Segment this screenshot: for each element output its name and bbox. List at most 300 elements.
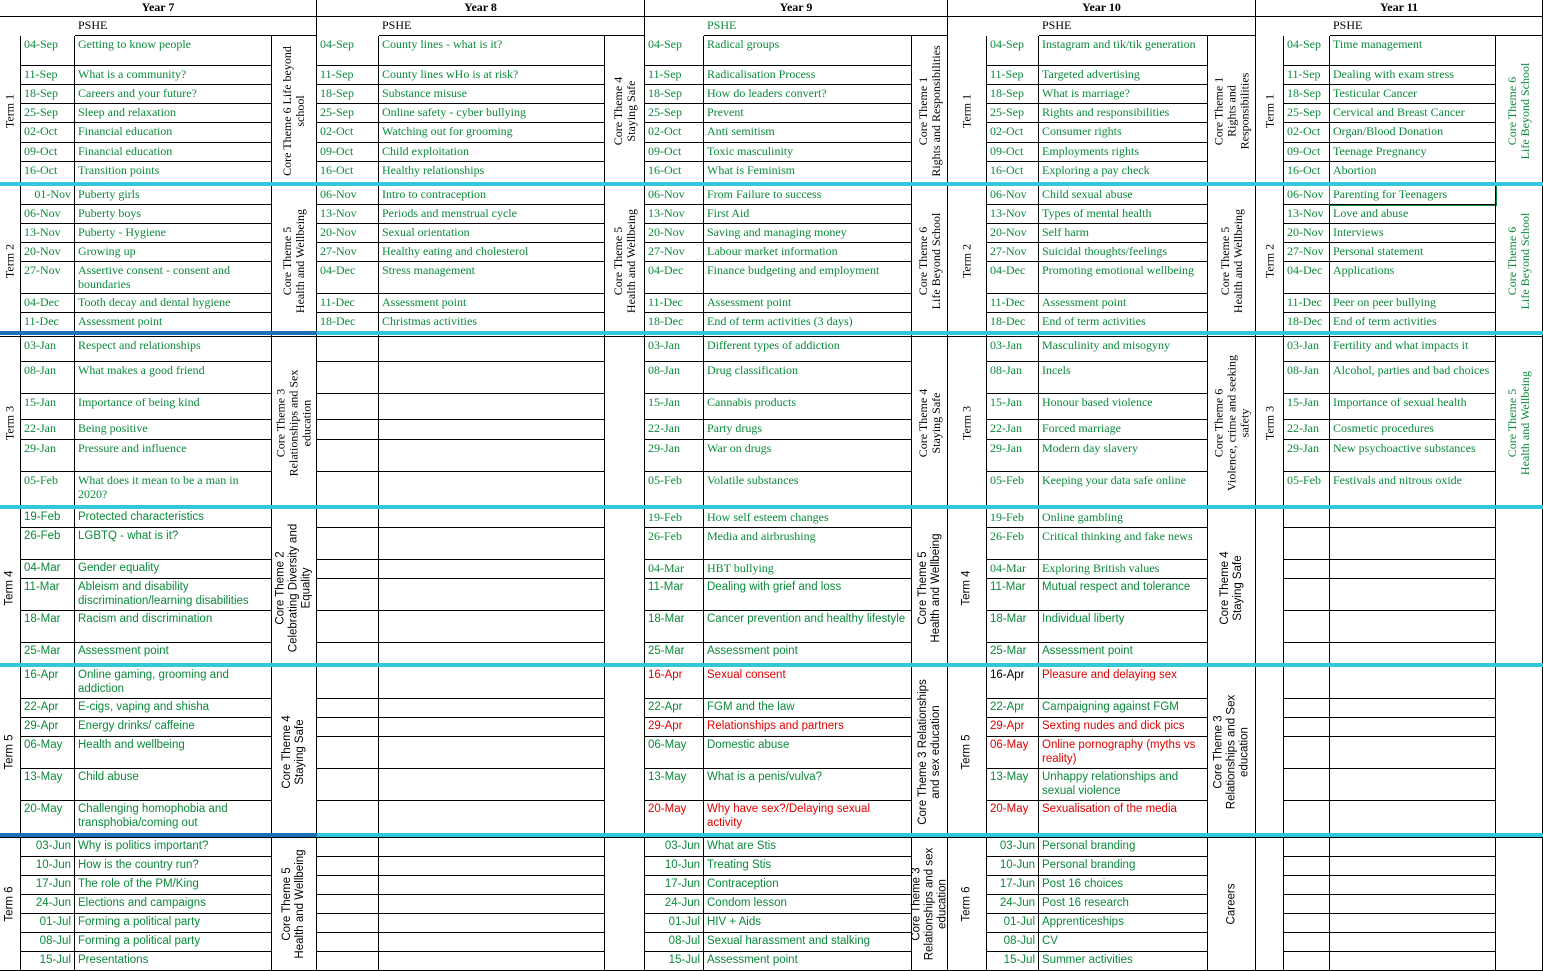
date-cell: 04-Sep [21,36,75,66]
topic-cell [1330,528,1496,560]
topic-cell: Mutual respect and tolerance [1039,579,1208,611]
core-theme-empty [605,509,645,667]
subject-header: PSHE [75,17,317,36]
date-cell: 09-Oct [1284,143,1330,162]
topic-cell: End of term activities [1330,313,1496,337]
date-cell [1284,933,1330,952]
topic-cell: Periods and menstrual cycle [379,205,605,224]
date-cell: 17-Jun [21,876,75,895]
topic-cell: What is marriage? [1039,85,1208,104]
date-cell: 03-Jan [645,337,704,362]
subject-header: PSHE [704,17,948,36]
date-cell: 15-Jan [1284,394,1330,420]
topic-cell: War on drugs [704,440,912,472]
date-cell: 13-May [21,769,75,801]
topic-cell: Different types of addiction [704,337,912,362]
date-cell [317,394,379,420]
date-cell: 13-Nov [1284,205,1330,224]
core-theme-label: Core Theme 5 Health and Wellbeing [605,186,645,337]
date-cell: 11-Sep [21,66,75,85]
topic-cell: Modern day slavery [1039,440,1208,472]
topic-cell: Finance budgeting and employment [704,262,912,294]
date-cell [317,579,379,611]
topic-cell: Child sexual abuse [1039,186,1208,205]
date-cell [317,769,379,801]
date-cell: 20-Nov [1284,224,1330,243]
topic-cell [379,420,605,440]
topic-cell: Forming a political party [75,914,272,933]
topic-cell: Being positive [75,420,272,440]
term-separator-accent [0,331,317,335]
core-theme-empty [605,667,645,838]
date-cell: 15-Jul [987,952,1039,971]
topic-cell: Cosmetic procedures [1330,420,1496,440]
topic-cell: The role of the PM/King [75,876,272,895]
term-label: Term 4 [948,509,987,667]
date-cell: 18-Sep [317,85,379,104]
topic-cell: Party drugs [704,420,912,440]
topic-cell: Promoting emotional wellbeing [1039,262,1208,294]
term-label: Term 6 [0,838,21,971]
date-cell [317,914,379,933]
core-theme-label: Core Theme 5 Health and Wellbeing [272,838,317,971]
topic-cell: Cannabis products [704,394,912,420]
topic-cell: Sexting nudes and dick pics [1039,718,1208,737]
date-cell: 10-Jun [645,857,704,876]
date-cell: 03-Jun [21,838,75,857]
topic-cell: Radicalisation Process [704,66,912,85]
topic-cell: Assessment point [1039,294,1208,313]
topic-cell: Keeping your data safe online [1039,472,1208,509]
topic-cell [379,509,605,528]
date-cell: 11-Sep [1284,66,1330,85]
date-cell: 13-Nov [21,224,75,243]
date-cell: 06-Nov [1284,186,1330,205]
term-label: Term 4 [0,509,21,667]
core-theme-label: Core Theme 4 Staying Safe [605,36,645,186]
topic-cell: Volatile substances [704,472,912,509]
date-cell: 27-Nov [317,243,379,262]
date-cell: 20-May [21,801,75,838]
topic-cell [1330,952,1496,971]
topic-cell: Parenting for Teenagers [1330,186,1496,205]
date-cell: 01-Jul [645,914,704,933]
topic-cell: What does it mean to be a man in 2020? [75,472,272,509]
topic-cell [379,579,605,611]
subject-header: PSHE [1330,17,1543,36]
date-cell [1284,667,1330,699]
date-cell: 29-Apr [21,718,75,737]
topic-cell: End of term activities (3 days) [704,313,912,337]
date-cell [1284,718,1330,737]
topic-cell: Types of mental health [1039,205,1208,224]
topic-cell: Intro to contraception [379,186,605,205]
core-theme-empty [605,838,645,971]
topic-cell: Summer activities [1039,952,1208,971]
date-cell: 10-Jun [21,857,75,876]
date-cell: 04-Dec [317,262,379,294]
date-cell [1284,876,1330,895]
topic-cell: FGM and the law [704,699,912,718]
date-cell: 16-Oct [21,162,75,186]
term-label: Term 1 [1256,36,1284,186]
topic-cell: County lines wHo is at risk? [379,66,605,85]
topic-cell [1330,769,1496,801]
date-cell: 06-May [645,737,704,769]
topic-cell: Assessment point [1039,643,1208,667]
topic-cell: Self harm [1039,224,1208,243]
topic-cell: Instagram and tik/tik generation [1039,36,1208,66]
date-cell: 13-Nov [645,205,704,224]
date-cell [1284,509,1330,528]
topic-cell: Individual liberty [1039,611,1208,643]
topic-cell: Careers and your future? [75,85,272,104]
date-cell: 20-May [645,801,704,838]
date-cell: 26-Feb [987,528,1039,560]
topic-cell: LGBTQ - what is it? [75,528,272,560]
date-cell [317,337,379,362]
topic-cell: Importance of sexual health [1330,394,1496,420]
date-cell: 26-Feb [645,528,704,560]
topic-cell: Importance of being kind [75,394,272,420]
topic-cell [379,440,605,472]
date-cell: 05-Feb [645,472,704,509]
topic-cell: From Failure to success [704,186,912,205]
topic-cell: Teenage Pregnancy [1330,143,1496,162]
date-cell: 20-Nov [21,243,75,262]
topic-cell [379,838,605,857]
date-cell: 04-Dec [645,262,704,294]
topic-cell: Pressure and influence [75,440,272,472]
subject-header: PSHE [1039,17,1256,36]
topic-cell: Labour market information [704,243,912,262]
core-theme-label: Core Theme 3 Relationships and sex education [912,667,948,838]
date-cell: 15-Jul [21,952,75,971]
core-theme-label: Core Theme 6 Violence, crime and seeking safety [1208,337,1256,509]
topic-cell [1330,838,1496,857]
topic-cell [1330,857,1496,876]
date-cell: 09-Oct [987,143,1039,162]
date-cell [317,667,379,699]
topic-cell: Media and airbrushing [704,528,912,560]
topic-cell: Dealing with grief and loss [704,579,912,611]
year-header: Year 8 [317,0,645,17]
topic-cell: Personal branding [1039,857,1208,876]
date-cell: 22-Jan [987,420,1039,440]
topic-cell: What is a penis/vulva? [704,769,912,801]
topic-cell: Domestic abuse [704,737,912,769]
date-cell: 25-Sep [1284,104,1330,123]
topic-cell: Online safety - cyber bullying [379,104,605,123]
topic-cell [379,394,605,420]
topic-cell [1330,509,1496,528]
date-cell: 04-Dec [1284,262,1330,294]
topic-cell: Child exploitation [379,143,605,162]
date-cell: 03-Jun [645,838,704,857]
date-cell: 20-Nov [645,224,704,243]
topic-cell [379,857,605,876]
topic-cell: Watching out for grooming [379,123,605,143]
date-cell: 19-Feb [987,509,1039,528]
date-cell: 02-Oct [987,123,1039,143]
topic-cell: Personal branding [1039,838,1208,857]
topic-cell: How self esteem changes [704,509,912,528]
date-cell [317,472,379,509]
topic-cell: Protected characteristics [75,509,272,528]
topic-cell: Gender equality [75,560,272,579]
date-cell: 04-Dec [21,294,75,313]
date-cell: 25-Sep [987,104,1039,123]
topic-cell [1330,579,1496,611]
date-cell [317,509,379,528]
topic-cell: Why have sex?/Delaying sexual activity [704,801,912,838]
date-cell: 01-Jul [987,914,1039,933]
date-cell: 08-Jan [21,362,75,394]
core-theme-label: Core Theme 5 Health and Wellbeing [272,186,317,337]
date-cell [1284,737,1330,769]
term-label: Term 2 [948,186,987,337]
topic-cell: Christmas activities [379,313,605,337]
date-cell: 02-Oct [1284,123,1330,143]
term-separator [0,182,1543,186]
year-header: Year 7 [0,0,317,17]
topic-cell: Respect and relationships [75,337,272,362]
topic-cell: Interviews [1330,224,1496,243]
date-cell: 18-Dec [1284,313,1330,337]
date-cell [1284,857,1330,876]
topic-cell [379,876,605,895]
topic-cell: Assertive consent - consent and boundaries [75,262,272,294]
topic-cell: Getting to know people [75,36,272,66]
topic-cell: Assessment point [704,952,912,971]
topic-cell: Saving and managing money [704,224,912,243]
topic-cell: First Aid [704,205,912,224]
topic-cell: Sexual orientation [379,224,605,243]
topic-cell: What is a community? [75,66,272,85]
date-cell: 19-Feb [21,509,75,528]
topic-cell: Assessment point [75,643,272,667]
topic-cell [1330,560,1496,579]
topic-cell: Tooth decay and dental hygiene [75,294,272,313]
topic-cell: Relationships and partners [704,718,912,737]
date-cell [317,362,379,394]
core-theme-label: Core Theme 4 Staying Safe [912,337,948,509]
date-cell [1284,769,1330,801]
date-cell: 20-May [987,801,1039,838]
topic-cell: HIV + Aids [704,914,912,933]
date-cell: 29-Jan [21,440,75,472]
date-cell: 11-Mar [21,579,75,611]
date-cell [1284,952,1330,971]
date-cell: 27-Nov [645,243,704,262]
topic-cell [1330,895,1496,914]
date-cell: 18-Dec [317,313,379,337]
topic-cell [379,737,605,769]
date-cell: 16-Oct [987,162,1039,186]
date-cell: 16-Oct [317,162,379,186]
date-cell: 19-Feb [645,509,704,528]
topic-cell: Condom lesson [704,895,912,914]
topic-cell: Energy drinks/ caffeine [75,718,272,737]
date-cell: 22-Jan [21,420,75,440]
topic-cell: Dealing with exam stress [1330,66,1496,85]
topic-cell: Apprenticeships [1039,914,1208,933]
term-label: Term 1 [0,36,21,186]
date-cell: 05-Feb [987,472,1039,509]
topic-cell [379,769,605,801]
topic-cell: Fertility and what impacts it [1330,337,1496,362]
date-cell [317,718,379,737]
topic-cell: Contraception [704,876,912,895]
date-cell: 22-Apr [21,699,75,718]
year-header: Year 11 [1256,0,1543,17]
date-cell: 10-Jun [987,857,1039,876]
date-cell: 08-Jan [645,362,704,394]
date-cell: 18-Sep [21,85,75,104]
date-cell: 29-Apr [645,718,704,737]
topic-cell: Health and wellbeing [75,737,272,769]
date-cell: 29-Jan [645,440,704,472]
date-cell: 13-May [645,769,704,801]
date-cell: 25-Sep [21,104,75,123]
date-cell: 16-Apr [645,667,704,699]
topic-cell [379,362,605,394]
topic-cell: Alcohol, parties and bad choices [1330,362,1496,394]
topic-cell [379,611,605,643]
topic-cell: What makes a good friend [75,362,272,394]
topic-cell: Sexual consent [704,667,912,699]
date-cell [1284,560,1330,579]
topic-cell: Cervical and Breast Cancer [1330,104,1496,123]
date-cell: 11-Dec [1284,294,1330,313]
core-theme-label: Core Theme 6 Life Beyond School [912,186,948,337]
topic-cell: Anti semitism [704,123,912,143]
topic-cell: Online gambling [1039,509,1208,528]
topic-cell: Assessment point [704,294,912,313]
date-cell [317,699,379,718]
topic-cell: How is the country run? [75,857,272,876]
date-cell: 03-Jan [987,337,1039,362]
topic-cell: Forming a political party [75,933,272,952]
date-cell: 16-Oct [1284,162,1330,186]
date-cell: 22-Apr [645,699,704,718]
date-cell: 03-Jun [987,838,1039,857]
topic-cell: Masculinity and misogyny [1039,337,1208,362]
topic-cell: Why is politics important? [75,838,272,857]
term-label-empty [1256,667,1284,838]
term-label: Term 1 [948,36,987,186]
topic-cell: Toxic masculinity [704,143,912,162]
date-cell: 22-Jan [1284,420,1330,440]
topic-cell: Love and abuse [1330,205,1496,224]
term-label: Term 2 [1256,186,1284,337]
topic-cell: New psychoactive substances [1330,440,1496,472]
topic-cell: Assessment point [379,294,605,313]
topic-cell: Stress management [379,262,605,294]
year-header: Year 9 [645,0,948,17]
topic-cell [1330,933,1496,952]
date-cell [317,895,379,914]
date-cell: 18-Sep [987,85,1039,104]
subject-header: PSHE [379,17,645,36]
topic-cell: Exploring British values [1039,560,1208,579]
date-cell: 04-Mar [21,560,75,579]
date-cell [1284,699,1330,718]
topic-cell: County lines - what is it? [379,36,605,66]
topic-cell: Consumer rights [1039,123,1208,143]
date-cell: 08-Jan [1284,362,1330,394]
date-cell: 15-Jan [21,394,75,420]
topic-cell: Post 16 research [1039,895,1208,914]
date-cell: 09-Oct [645,143,704,162]
date-cell [317,952,379,971]
date-cell [1284,579,1330,611]
date-cell: 16-Apr [21,667,75,699]
core-theme-label: Core Theme 5 Health and Wellbeing [1496,337,1543,509]
date-cell: 11-Sep [645,66,704,85]
topic-cell: Exploring a pay check [1039,162,1208,186]
date-cell: 29-Apr [987,718,1039,737]
topic-cell: How do leaders convert? [704,85,912,104]
term-separator [0,505,1543,509]
date-cell: 13-May [987,769,1039,801]
date-cell: 04-Mar [987,560,1039,579]
topic-cell: Healthy relationships [379,162,605,186]
date-cell [317,528,379,560]
core-theme-label: Core Theme 5 Health and Wellbeing [912,509,948,667]
core-theme-label: Core Theme 3 Relationships and Sex education [272,337,317,509]
core-theme-label: Core Theme 3 Relationships and Sex education [1208,667,1256,838]
core-theme-label: Core Theme 1 Rights and Responsibilities [1208,36,1256,186]
date-cell: 02-Oct [317,123,379,143]
topic-cell: Presentations [75,952,272,971]
date-cell: 06-Nov [21,205,75,224]
date-cell: 24-Jun [645,895,704,914]
date-cell: 11-Mar [645,579,704,611]
date-cell: 08-Jul [21,933,75,952]
topic-cell: Honour based violence [1039,394,1208,420]
date-cell: 04-Sep [987,36,1039,66]
date-cell [1284,611,1330,643]
core-theme-label: Careers [1208,838,1256,971]
topic-cell [379,952,605,971]
date-cell: 11-Dec [21,313,75,337]
date-cell: 06-May [987,737,1039,769]
date-cell: 11-Sep [987,66,1039,85]
date-cell: 08-Jan [987,362,1039,394]
date-cell [317,876,379,895]
date-cell: 18-Mar [21,611,75,643]
date-cell: 15-Jan [645,394,704,420]
topic-cell: Ableism and disability discrimination/learning disabilities [75,579,272,611]
date-cell: 09-Oct [317,143,379,162]
date-cell: 08-Jul [987,933,1039,952]
date-cell: 29-Jan [987,440,1039,472]
term-label: Term 3 [0,337,21,509]
date-cell: 25-Mar [987,643,1039,667]
year-header: Year 10 [948,0,1256,17]
topic-cell [379,337,605,362]
topic-cell: End of term activities [1039,313,1208,337]
core-theme-label: Core Theme 6 Life Beyond School [1496,36,1543,186]
date-cell: 04-Dec [987,262,1039,294]
date-cell: 06-Nov [317,186,379,205]
core-theme-label: Core Theme 1 Rights and Responsibilities [912,36,948,186]
date-cell: 18-Sep [645,85,704,104]
date-cell: 29-Jan [1284,440,1330,472]
date-cell: 03-Jan [21,337,75,362]
date-cell: 13-Nov [987,205,1039,224]
